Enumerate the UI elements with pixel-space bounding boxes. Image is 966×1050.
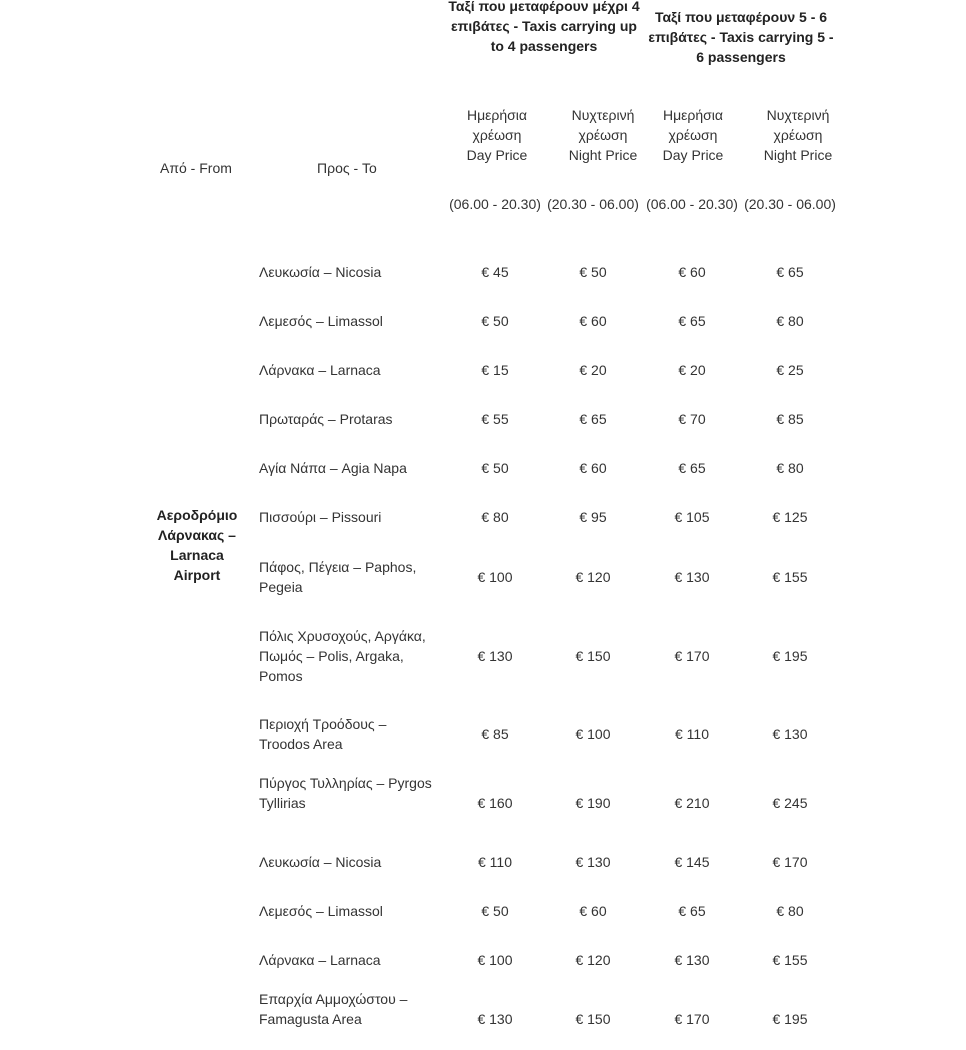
column-header-day-price-up-to-4 [455, 105, 539, 165]
price-cell-day-price-up-to-4: € 130 [477, 1011, 513, 1027]
group-header-5-6: Ταξί που μεταφέρουν 5 - 6 επιβάτες - Taxis carrying 5 - 6 passengers [648, 9, 834, 65]
column-hours-day-price-up-to-4: (06.00 - 20.30) [449, 196, 541, 212]
price-cell-day-price-5-6: € 130 [674, 952, 710, 968]
column-hours-night-price-up-to-4: (20.30 - 06.00) [547, 196, 639, 212]
price-cell-day-price-up-to-4: € 50 [481, 460, 509, 476]
price-cell-night-price-5-6: € 85 [776, 411, 804, 427]
price-cell-day-price-5-6: € 145 [674, 854, 710, 870]
price-cell-day-price-5-6: € 170 [674, 648, 710, 664]
price-cell-night-price-up-to-4: € 100 [575, 726, 611, 742]
destination-cell: Αγία Νάπα – Agia Napa [259, 460, 407, 476]
column-header-night-price-up-to-4 [561, 105, 645, 165]
price-cell-day-price-up-to-4: € 100 [477, 952, 513, 968]
price-cell-day-price-5-6: € 170 [674, 1011, 710, 1027]
origin-larnaca-airport: Αεροδρόμιο Λάρνακας – Larnaca Airport [156, 507, 238, 583]
price-cell-night-price-5-6: € 80 [776, 903, 804, 919]
price-cell-day-price-up-to-4: € 55 [481, 411, 509, 427]
price-cell-day-price-5-6: € 65 [678, 460, 706, 476]
price-cell-day-price-up-to-4: € 130 [477, 648, 513, 664]
column-header-day-price-5-6 [651, 105, 735, 165]
price-cell-day-price-up-to-4: € 80 [481, 509, 509, 525]
price-cell-night-price-5-6: € 245 [772, 795, 808, 811]
price-cell-day-price-up-to-4: € 100 [477, 569, 513, 585]
price-cell-night-price-up-to-4: € 190 [575, 795, 611, 811]
price-cell-day-price-5-6: € 70 [678, 411, 706, 427]
price-cell-night-price-up-to-4: € 120 [575, 952, 611, 968]
group-header-up-to-4: Ταξί που μεταφέρουν μέχρι 4 επιβάτες - Taxis carrying up to 4 passengers [448, 0, 640, 54]
price-cell-night-price-up-to-4: € 120 [575, 569, 611, 585]
destination-cell: Λεμεσός – Limassol [259, 313, 383, 329]
price-cell-night-price-5-6: € 80 [776, 460, 804, 476]
column-hours-night-price-5-6: (20.30 - 06.00) [744, 196, 836, 212]
column-header-english: Night Price [763, 147, 833, 163]
column-header-greek: Νυχτερινή χρέωση [766, 107, 830, 143]
price-cell-night-price-5-6: € 125 [772, 509, 808, 525]
price-cell-day-price-up-to-4: € 50 [481, 903, 509, 919]
destination-cell: Πισσούρι – Pissouri [259, 509, 382, 525]
price-cell-night-price-up-to-4: € 50 [579, 264, 607, 280]
price-cell-night-price-5-6: € 170 [772, 854, 808, 870]
column-header-greek: Νυχτερινή χρέωση [571, 107, 635, 143]
price-cell-day-price-5-6: € 130 [674, 569, 710, 585]
column-header-greek: Ημερήσια χρέωση [662, 107, 723, 143]
price-cell-day-price-up-to-4: € 45 [481, 264, 509, 280]
price-cell-night-price-up-to-4: € 20 [579, 362, 607, 378]
column-header-greek: Ημερήσια χρέωση [466, 107, 527, 143]
destination-cell: Πρωταράς – Protaras [259, 411, 393, 427]
destination-cell: Λάρνακα – Larnaca [259, 952, 381, 968]
destination-cell: Επαρχία Αμμοχώστου – Famagusta Area [259, 991, 408, 1027]
destination-cell: Πάφος, Πέγεια – Paphos, Pegeia [259, 559, 417, 595]
to-header: Προς - To [317, 160, 377, 176]
price-cell-day-price-5-6: € 20 [678, 362, 706, 378]
price-cell-day-price-up-to-4: € 160 [477, 795, 513, 811]
price-cell-night-price-5-6: € 195 [772, 1011, 808, 1027]
destination-cell: Λεμεσός – Limassol [259, 903, 383, 919]
price-cell-day-price-5-6: € 60 [678, 264, 706, 280]
price-cell-day-price-up-to-4: € 50 [481, 313, 509, 329]
column-header-english: Night Price [568, 147, 638, 163]
price-cell-day-price-5-6: € 65 [678, 313, 706, 329]
price-cell-night-price-up-to-4: € 150 [575, 1011, 611, 1027]
column-header-english: Day Price [466, 147, 528, 163]
price-cell-night-price-5-6: € 155 [772, 569, 808, 585]
price-cell-night-price-up-to-4: € 60 [579, 903, 607, 919]
price-cell-night-price-5-6: € 25 [776, 362, 804, 378]
price-cell-night-price-up-to-4: € 60 [579, 313, 607, 329]
price-cell-night-price-up-to-4: € 65 [579, 411, 607, 427]
price-cell-day-price-up-to-4: € 85 [481, 726, 509, 742]
destination-cell: Πύργος Τυλληρίας – Pyrgos Tyllirias [259, 775, 432, 811]
price-cell-day-price-up-to-4: € 110 [478, 854, 512, 870]
price-cell-day-price-up-to-4: € 15 [481, 362, 509, 378]
price-cell-day-price-5-6: € 210 [674, 795, 710, 811]
price-cell-night-price-5-6: € 80 [776, 313, 804, 329]
price-cell-day-price-5-6: € 65 [678, 903, 706, 919]
price-cell-night-price-5-6: € 65 [776, 264, 804, 280]
from-header: Από - From [160, 160, 232, 176]
destination-cell: Λάρνακα – Larnaca [259, 362, 381, 378]
column-header-night-price-5-6 [756, 105, 840, 165]
price-cell-day-price-5-6: € 105 [674, 509, 710, 525]
destination-cell: Πόλις Χρυσοχούς, Αργάκα, Πωμός – Polis, Argaka, Pomos [259, 628, 426, 684]
column-header-english: Day Price [662, 147, 724, 163]
price-cell-night-price-5-6: € 155 [772, 952, 808, 968]
destination-cell: Περιοχή Τροόδους – Troodos Area [259, 716, 387, 752]
price-cell-day-price-5-6: € 110 [675, 726, 709, 742]
price-cell-night-price-up-to-4: € 95 [579, 509, 607, 525]
price-cell-night-price-up-to-4: € 130 [575, 854, 611, 870]
destination-cell: Λευκωσία – Nicosia [259, 854, 382, 870]
price-cell-night-price-5-6: € 130 [772, 726, 808, 742]
destination-cell: Λευκωσία – Nicosia [259, 264, 382, 280]
price-cell-night-price-up-to-4: € 150 [575, 648, 611, 664]
price-cell-night-price-5-6: € 195 [772, 648, 808, 664]
column-hours-day-price-5-6: (06.00 - 20.30) [646, 196, 738, 212]
price-cell-night-price-up-to-4: € 60 [579, 460, 607, 476]
